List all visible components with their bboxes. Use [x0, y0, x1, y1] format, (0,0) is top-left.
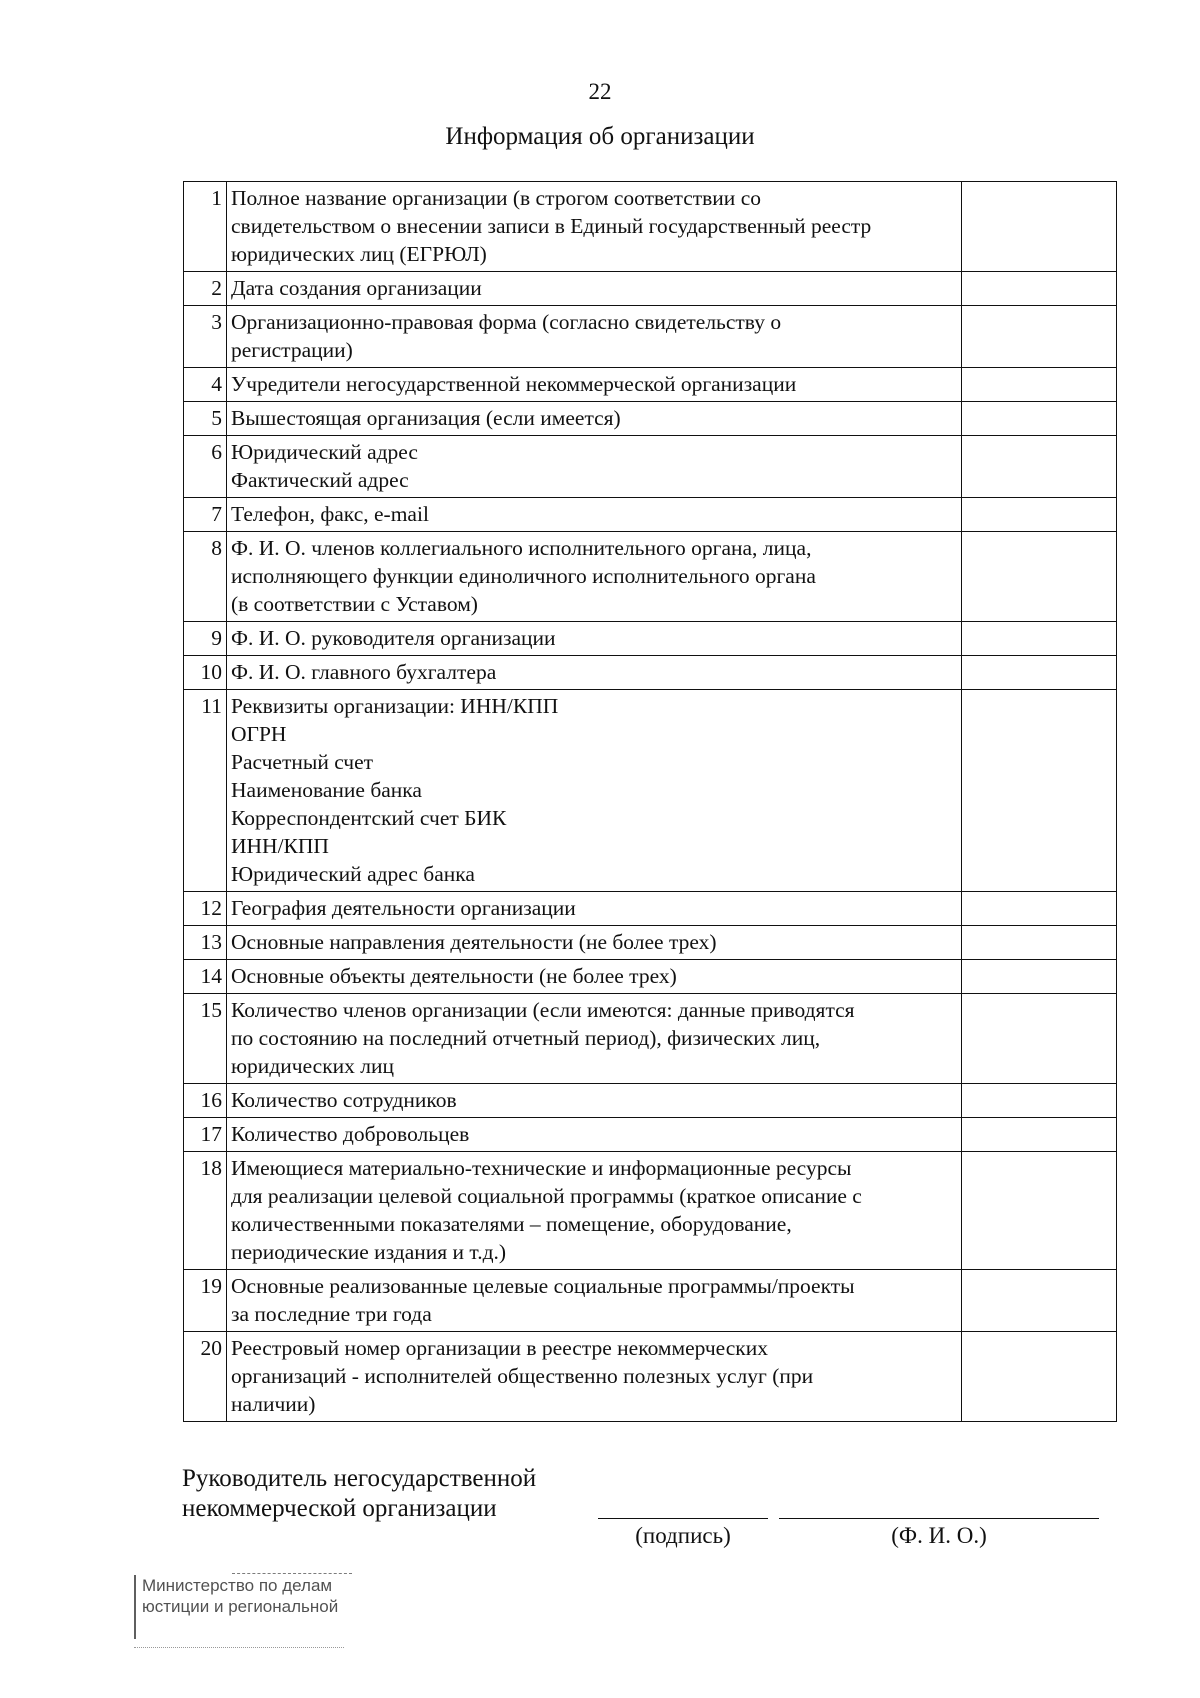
row-value-cell[interactable]	[962, 532, 1117, 622]
row-value-cell[interactable]	[962, 1118, 1117, 1152]
row-value-cell[interactable]	[962, 1270, 1117, 1332]
row-value-cell[interactable]	[962, 272, 1117, 306]
row-number: 14	[184, 960, 227, 994]
row-label: Имеющиеся материально-технические и информационные ресурсы для реализации целевой социальной программы (краткое описание с количественными показателями – помещение, оборудование, периодические издания и т.д.)	[227, 1152, 962, 1270]
table-row	[184, 532, 1117, 622]
name-caption: (Ф. И. О.)	[891, 1523, 987, 1548]
row-value-cell[interactable]	[962, 656, 1117, 690]
row-value-cell[interactable]	[962, 368, 1117, 402]
row-number: 1	[184, 182, 227, 272]
row-number: 7	[184, 498, 227, 532]
row-number: 9	[184, 622, 227, 656]
row-value-cell[interactable]	[962, 994, 1117, 1084]
row-label: Количество добровольцев	[227, 1118, 962, 1152]
row-value-cell[interactable]	[962, 498, 1117, 532]
table-row	[184, 436, 1117, 498]
row-value-cell[interactable]	[962, 182, 1117, 272]
row-label: Дата создания организации	[227, 272, 962, 306]
table-row	[184, 656, 1117, 690]
registration-stamp	[134, 1575, 360, 1639]
organization-info-table	[183, 181, 1117, 1422]
table-row	[184, 1332, 1117, 1422]
row-value-cell[interactable]	[962, 622, 1117, 656]
row-label: Основные направления деятельности (не более трех)	[227, 926, 962, 960]
row-number: 12	[184, 892, 227, 926]
row-label: Количество сотрудников	[227, 1084, 962, 1118]
row-label: Основные объекты деятельности (не более трех)	[227, 960, 962, 994]
stamp-top-border	[232, 1573, 352, 1574]
row-number: 8	[184, 532, 227, 622]
table-row	[184, 1270, 1117, 1332]
signature-line	[598, 1518, 768, 1519]
table-row	[184, 622, 1117, 656]
row-label: Количество членов организации (если имеются: данные приводятся по состоянию на последний отчетный период), физических лиц, юридических лиц	[227, 994, 962, 1084]
row-value-cell[interactable]	[962, 892, 1117, 926]
table-row	[184, 1118, 1117, 1152]
row-label: Ф. И. О. членов коллегиального исполнительного органа, лица, исполняющего функции единоличного исполнительного органа (в соответствии с Уставом)	[227, 532, 962, 622]
row-value-cell[interactable]	[962, 402, 1117, 436]
table-body	[184, 182, 1117, 1422]
table-row	[184, 926, 1117, 960]
row-number: 3	[184, 306, 227, 368]
row-label: Реквизиты организации: ИНН/КПП ОГРН Расчетный счет Наименование банка Корреспондентский счет БИК ИНН/КПП Юридический адрес банка	[227, 690, 962, 892]
table-row	[184, 960, 1117, 994]
row-label: Организационно-правовая форма (согласно свидетельству о регистрации)	[227, 306, 962, 368]
table-row	[184, 306, 1117, 368]
row-label: Вышестоящая организация (если имеется)	[227, 402, 962, 436]
row-label: Ф. И. О. главного бухгалтера	[227, 656, 962, 690]
row-value-cell[interactable]	[962, 960, 1117, 994]
document-title: Информация об организации	[445, 123, 755, 150]
row-label: Юридический адрес Фактический адрес	[227, 436, 962, 498]
row-label: Реестровый номер организации в реестре некоммерческих организаций - исполнителей общественно полезных услуг (при наличии)	[227, 1332, 962, 1422]
table-row	[184, 272, 1117, 306]
table-row	[184, 498, 1117, 532]
table-row	[184, 182, 1117, 272]
row-number: 15	[184, 994, 227, 1084]
row-value-cell[interactable]	[962, 306, 1117, 368]
row-label: Полное название организации (в строгом соответствии со свидетельством о внесении записи в Единый государственный реестр юридических лиц (ЕГРЮЛ)	[227, 182, 962, 272]
row-value-cell[interactable]	[962, 690, 1117, 892]
stamp-line-1: Министерство по делам	[142, 1576, 333, 1595]
table-row	[184, 402, 1117, 436]
page-number: 22	[588, 79, 612, 104]
row-number: 10	[184, 656, 227, 690]
table-row	[184, 994, 1117, 1084]
row-number: 2	[184, 272, 227, 306]
table-row	[184, 368, 1117, 402]
row-value-cell[interactable]	[962, 926, 1117, 960]
row-number: 6	[184, 436, 227, 498]
table-row	[184, 690, 1117, 892]
row-label: Телефон, факс, e-mail	[227, 498, 962, 532]
table-row	[184, 1084, 1117, 1118]
row-number: 5	[184, 402, 227, 436]
row-number: 17	[184, 1118, 227, 1152]
row-number: 11	[184, 690, 227, 892]
row-number: 20	[184, 1332, 227, 1422]
row-number: 4	[184, 368, 227, 402]
row-value-cell[interactable]	[962, 1152, 1117, 1270]
row-number: 19	[184, 1270, 227, 1332]
table-row	[184, 1152, 1117, 1270]
row-label: Основные реализованные целевые социальные программы/проекты за последние три года	[227, 1270, 962, 1332]
row-number: 13	[184, 926, 227, 960]
row-label: Учредители негосударственной некоммерческой организации	[227, 368, 962, 402]
table-row	[184, 892, 1117, 926]
signature-heading: Руководитель негосударственной некоммерческой организации	[182, 1465, 537, 1522]
stamp-bottom-border	[134, 1647, 344, 1648]
row-value-cell[interactable]	[962, 1084, 1117, 1118]
name-line	[779, 1518, 1099, 1519]
signature-caption: (подпись)	[635, 1523, 731, 1548]
row-label: Ф. И. О. руководителя организации	[227, 622, 962, 656]
stamp-line-2: юстиции и региональной	[142, 1597, 339, 1616]
row-value-cell[interactable]	[962, 1332, 1117, 1422]
row-label: География деятельности организации	[227, 892, 962, 926]
row-value-cell[interactable]	[962, 436, 1117, 498]
row-number: 16	[184, 1084, 227, 1118]
row-number: 18	[184, 1152, 227, 1270]
